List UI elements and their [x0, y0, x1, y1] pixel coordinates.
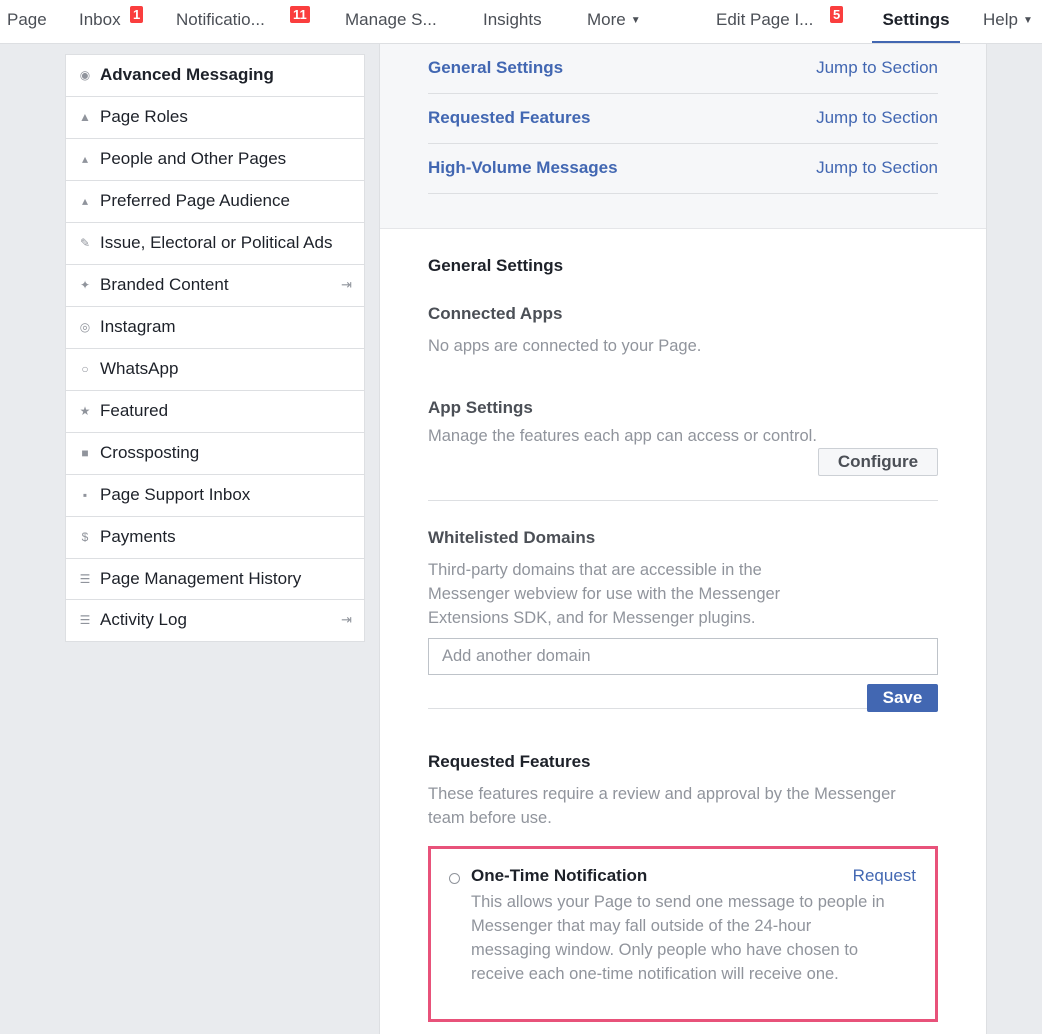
sidebar-item-advanced-messaging[interactable]: ◉ Advanced Messaging	[66, 55, 364, 97]
handshake-icon: ✦	[79, 278, 91, 292]
instagram-icon: ◎	[79, 320, 91, 334]
toc-row-general	[428, 44, 938, 94]
sidebar-item-payments[interactable]: $ Payments	[66, 517, 364, 559]
app-settings-title: App Settings	[428, 398, 533, 417]
nav-help[interactable]: Help ▼	[983, 10, 1033, 29]
jump-to-section-link[interactable]: Jump to Section	[816, 58, 938, 77]
sidebar-item-crossposting[interactable]: ■ Crossposting	[66, 433, 364, 475]
requested-features-desc: These features require a review and approval by the Messenger team before use.	[428, 785, 896, 827]
caret-down-icon: ▼	[630, 14, 641, 26]
feature-title: One-Time Notification	[471, 866, 648, 885]
edit-page-badge: 5	[830, 6, 843, 23]
jump-to-section-link[interactable]: Jump to Section	[816, 108, 938, 127]
wrench-icon: ✎	[79, 236, 91, 250]
nav-manage[interactable]: Manage S...	[345, 10, 437, 29]
connected-apps-desc: No apps are connected to your Page.	[428, 337, 702, 355]
connected-apps-title: Connected Apps	[428, 304, 563, 323]
dollar-icon: $	[81, 530, 89, 544]
divider	[428, 500, 938, 501]
section-index	[380, 44, 986, 229]
nav-more[interactable]: More ▼	[587, 10, 641, 29]
feature-desc: This allows your Page to send one message to people in Messenger that may fall outside of the 24-hour messaging window. Only people who have chosen to receive each one-time notification will receive one.	[471, 893, 885, 983]
people-icon: ▴	[81, 194, 89, 208]
sidebar-item-page-roles[interactable]: ▲ Page Roles	[66, 97, 364, 139]
divider	[428, 708, 938, 709]
sidebar-item-people-and-other-pages[interactable]: ▴ People and Other Pages	[66, 139, 364, 181]
sidebar-item-featured[interactable]: ★ Featured	[66, 391, 364, 433]
toc-row-requested	[428, 94, 938, 144]
main-content	[379, 44, 987, 1034]
general-settings-heading: General Settings	[428, 256, 564, 275]
nav-edit-page-info[interactable]: Edit Page I...	[716, 10, 814, 29]
nav-notifications[interactable]: Notificatio...	[176, 10, 265, 29]
top-navigation	[0, 0, 1042, 44]
notifications-badge: 11	[290, 6, 310, 23]
sidebar-item-page-support-inbox[interactable]: ▪ Page Support Inbox	[66, 475, 364, 517]
domain-input[interactable]	[428, 638, 938, 675]
external-link-icon: ⇥	[341, 612, 352, 627]
whitelisted-domains-title: Whitelisted Domains	[428, 528, 596, 547]
history-icon: ☰	[79, 572, 91, 586]
facebook-icon: ▪	[82, 488, 88, 502]
sidebar-item-political-ads[interactable]: ✎ Issue, Electoral or Political Ads	[66, 223, 364, 265]
sidebar-item-preferred-page-audience[interactable]: ▴ Preferred Page Audience	[66, 181, 364, 223]
jump-to-section-link[interactable]: Jump to Section	[816, 158, 938, 177]
inbox-badge: 1	[130, 6, 143, 23]
video-icon: ■	[81, 446, 89, 460]
nav-inbox[interactable]: Inbox	[79, 10, 121, 29]
nav-page[interactable]: Page	[7, 10, 47, 29]
sidebar-item-activity-log[interactable]: ☰ Activity Log ⇥	[66, 600, 364, 641]
messenger-icon: ◉	[79, 68, 91, 82]
toc-link-general-settings[interactable]: General Settings	[428, 58, 564, 77]
configure-button[interactable]: Configure	[818, 448, 938, 476]
save-button[interactable]: Save	[867, 684, 938, 712]
nav-settings[interactable]: Settings	[872, 0, 960, 43]
whitelisted-domains-desc: Third-party domains that are accessible in the Messenger webview for use with the Messenger Extensions SDK, and for Messenger plugins.	[428, 561, 781, 627]
sidebar-item-page-management-history[interactable]: ☰ Page Management History	[66, 559, 364, 600]
toc-link-requested-features[interactable]: Requested Features	[428, 108, 591, 127]
settings-sidebar	[65, 54, 365, 601]
app-settings-desc: Manage the features each app can access or control.	[428, 427, 817, 445]
request-link[interactable]: Request	[852, 866, 916, 885]
list-icon: ☰	[79, 613, 91, 627]
people-icon: ▴	[81, 152, 89, 166]
feature-one-time-notification	[428, 846, 938, 1022]
nav-insights[interactable]: Insights	[483, 10, 542, 29]
star-icon: ★	[79, 404, 91, 418]
external-link-icon: ⇥	[341, 277, 352, 292]
caret-down-icon: ▼	[1022, 14, 1033, 26]
toc-row-high-volume	[428, 144, 938, 194]
activity-log-panel	[65, 599, 365, 642]
sidebar-item-branded-content[interactable]: ✦ Branded Content ⇥	[66, 265, 364, 307]
sidebar-item-instagram[interactable]: ◎ Instagram	[66, 307, 364, 349]
requested-features-heading: Requested Features	[428, 752, 591, 771]
whatsapp-icon: ○	[81, 362, 89, 376]
radio-button[interactable]	[449, 873, 460, 884]
sidebar-item-whatsapp[interactable]: ○ WhatsApp	[66, 349, 364, 391]
toc-link-high-volume-messages[interactable]: High-Volume Messages	[428, 158, 618, 177]
person-icon: ▲	[79, 110, 91, 124]
